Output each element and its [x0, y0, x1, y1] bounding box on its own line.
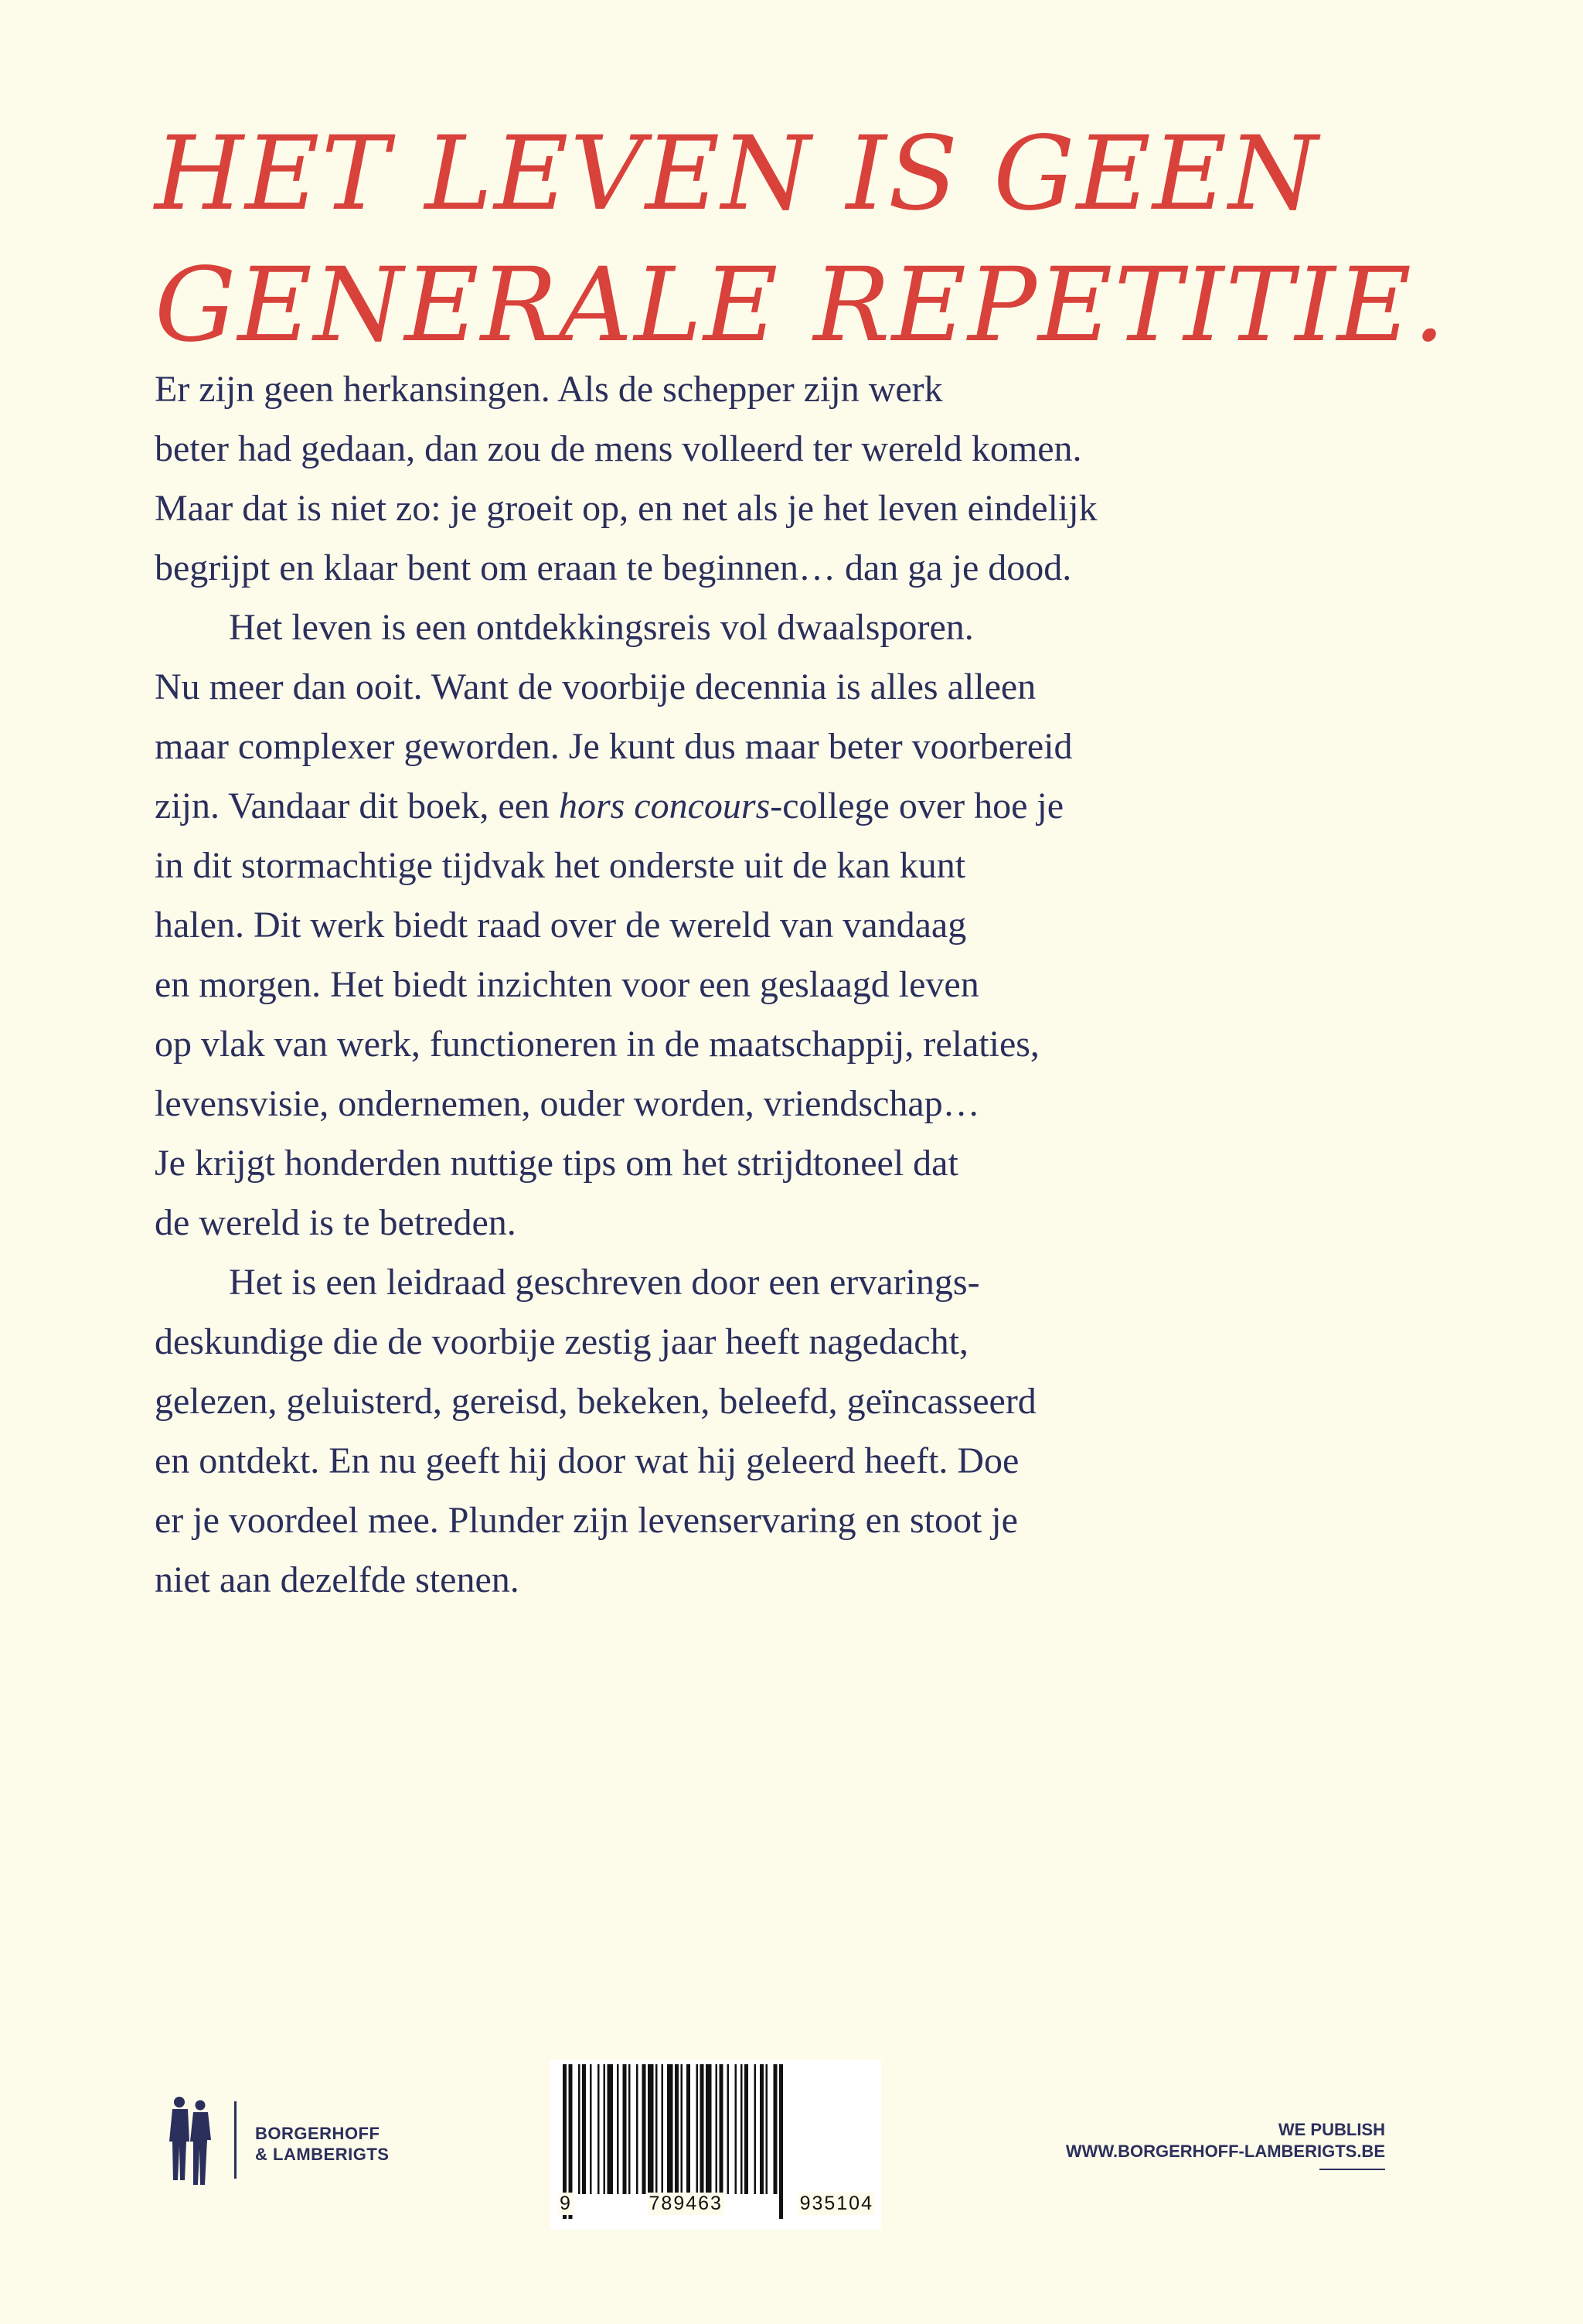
barcode-bar: [774, 2064, 778, 2194]
italic-phrase: hors concours: [558, 785, 771, 826]
barcode-bar: [636, 2064, 638, 2194]
publisher-info: [1066, 2119, 1385, 2162]
barcode-bar: [700, 2064, 704, 2194]
barcode-bar: [686, 2064, 690, 2194]
text-line: Maar dat is niet zo: je groeit op, en net als je het leven eindelijk: [155, 488, 1098, 529]
text-segment: -college over hoe je: [770, 785, 1064, 826]
barcode-bar: [590, 2064, 592, 2194]
barcode-bar: [578, 2064, 580, 2194]
isbn-digits-group-1: 789463: [649, 2193, 723, 2214]
text-line: gelezen, geluisterd, gereisd, bekeken, beleefd, geïncasseerd: [155, 1381, 1037, 1422]
text-line: Je krijgt honderden nuttige tips om het strijdtoneel dat: [155, 1143, 958, 1184]
headline-line-2: GENERALE REPETITIE.: [155, 246, 1447, 365]
text-line: in dit stormachtige tijdvak het onderste uit de kan kunt: [155, 845, 966, 886]
logo-line-1: BORGERHOFF: [255, 2124, 380, 2143]
publisher-underline: [1319, 2169, 1385, 2170]
isbn-digits: [558, 2193, 875, 2215]
text-line: op vlak van werk, functioneren in de maatschappij, relaties,: [155, 1024, 1040, 1065]
barcode-bar: [760, 2064, 764, 2194]
barcode-bar: [727, 2064, 730, 2194]
barcode-bar: [754, 2064, 757, 2194]
text-line-with-italic: [155, 776, 1360, 836]
headline: [155, 108, 1469, 371]
barcode-bar: [735, 2064, 737, 2194]
blurb-text: [155, 360, 1360, 1610]
barcode-bar: [675, 2064, 679, 2194]
barcode-bar: [706, 2064, 712, 2194]
text-line: deskundige die de voorbije zestig jaar heeft nagedacht,: [155, 1321, 969, 1362]
text-line: begrijpt en klaar bent om eraan te beginnen… dan ga je dood.: [155, 547, 1072, 588]
isbn-digits-group-2: 935104: [799, 2193, 873, 2214]
logo-line-2: & LAMBERIGTS: [255, 2145, 390, 2164]
text-line: de wereld is te betreden.: [155, 1202, 516, 1243]
text-line: halen. Dit werk biedt raad over de wereld van vandaag: [155, 905, 967, 946]
barcode-bar: [642, 2064, 646, 2194]
barcode-bar: [720, 2064, 723, 2194]
publisher-website: WWW.BORGERHOFF-LAMBERIGTS.BE: [1065, 2142, 1385, 2161]
barcode-bar: [696, 2064, 699, 2194]
text-line: levensvisie, ondernemen, ouder worden, vriendschap…: [155, 1083, 980, 1124]
barcode-bar: [740, 2064, 743, 2194]
barcode-bar: [597, 2064, 600, 2194]
barcode-bar: [766, 2064, 768, 2194]
barcode-bar: [628, 2064, 631, 2194]
text-line: en ontdekt. En nu geeft hij door wat hij geleerd heeft. Doe: [155, 1440, 1020, 1481]
text-line: maar complexer geworden. Je kunt dus maar beter voorbereid: [155, 726, 1073, 767]
text-line: beter had gedaan, dan zou de mens volleerd ter wereld komen.: [155, 428, 1082, 469]
barcode-bar: [744, 2064, 748, 2194]
text-line: er je voordeel mee. Plunder zijn levenservaring en stoot je: [155, 1500, 1018, 1541]
text-segment: zijn. Vandaar dit boek, een: [155, 785, 559, 826]
barcode-bar: [608, 2064, 614, 2194]
isbn-digit-first: 9: [560, 2193, 572, 2214]
barcode-bar: [604, 2064, 606, 2194]
text-line: Het leven is een ontdekkingsreis vol dwaalsporen.: [229, 607, 974, 648]
headline-line-1: HET LEVEN IS GEEN: [155, 114, 1319, 233]
barcode-bar: [648, 2064, 654, 2194]
barcode-bar: [662, 2064, 664, 2194]
barcode-bar: [623, 2064, 627, 2194]
text-line: Er zijn geen herkansingen. Als de schepper zijn werk: [155, 369, 943, 410]
text-line: Het is een leidraad geschreven door een ervarings-: [229, 1262, 980, 1303]
text-line: Nu meer dan ooit. Want de voorbije decennia is alles alleen: [155, 666, 1037, 707]
two-figures-walking-icon: [166, 2095, 214, 2188]
barcode-bar: [716, 2064, 718, 2194]
text-line: en morgen. Het biedt inzichten voor een geslaagd leven: [155, 964, 979, 1005]
logo-divider: [234, 2101, 237, 2179]
barcode-bar: [617, 2064, 619, 2194]
barcode-bar: [582, 2064, 586, 2194]
publisher-logo-text: [255, 2123, 389, 2165]
barcode-bar: [655, 2064, 658, 2194]
barcode-bar: [667, 2064, 673, 2194]
publisher-tagline: WE PUBLISH: [1278, 2120, 1385, 2139]
barcode-bar: [681, 2064, 683, 2194]
text-line: niet aan dezelfde stenen.: [155, 1559, 519, 1600]
